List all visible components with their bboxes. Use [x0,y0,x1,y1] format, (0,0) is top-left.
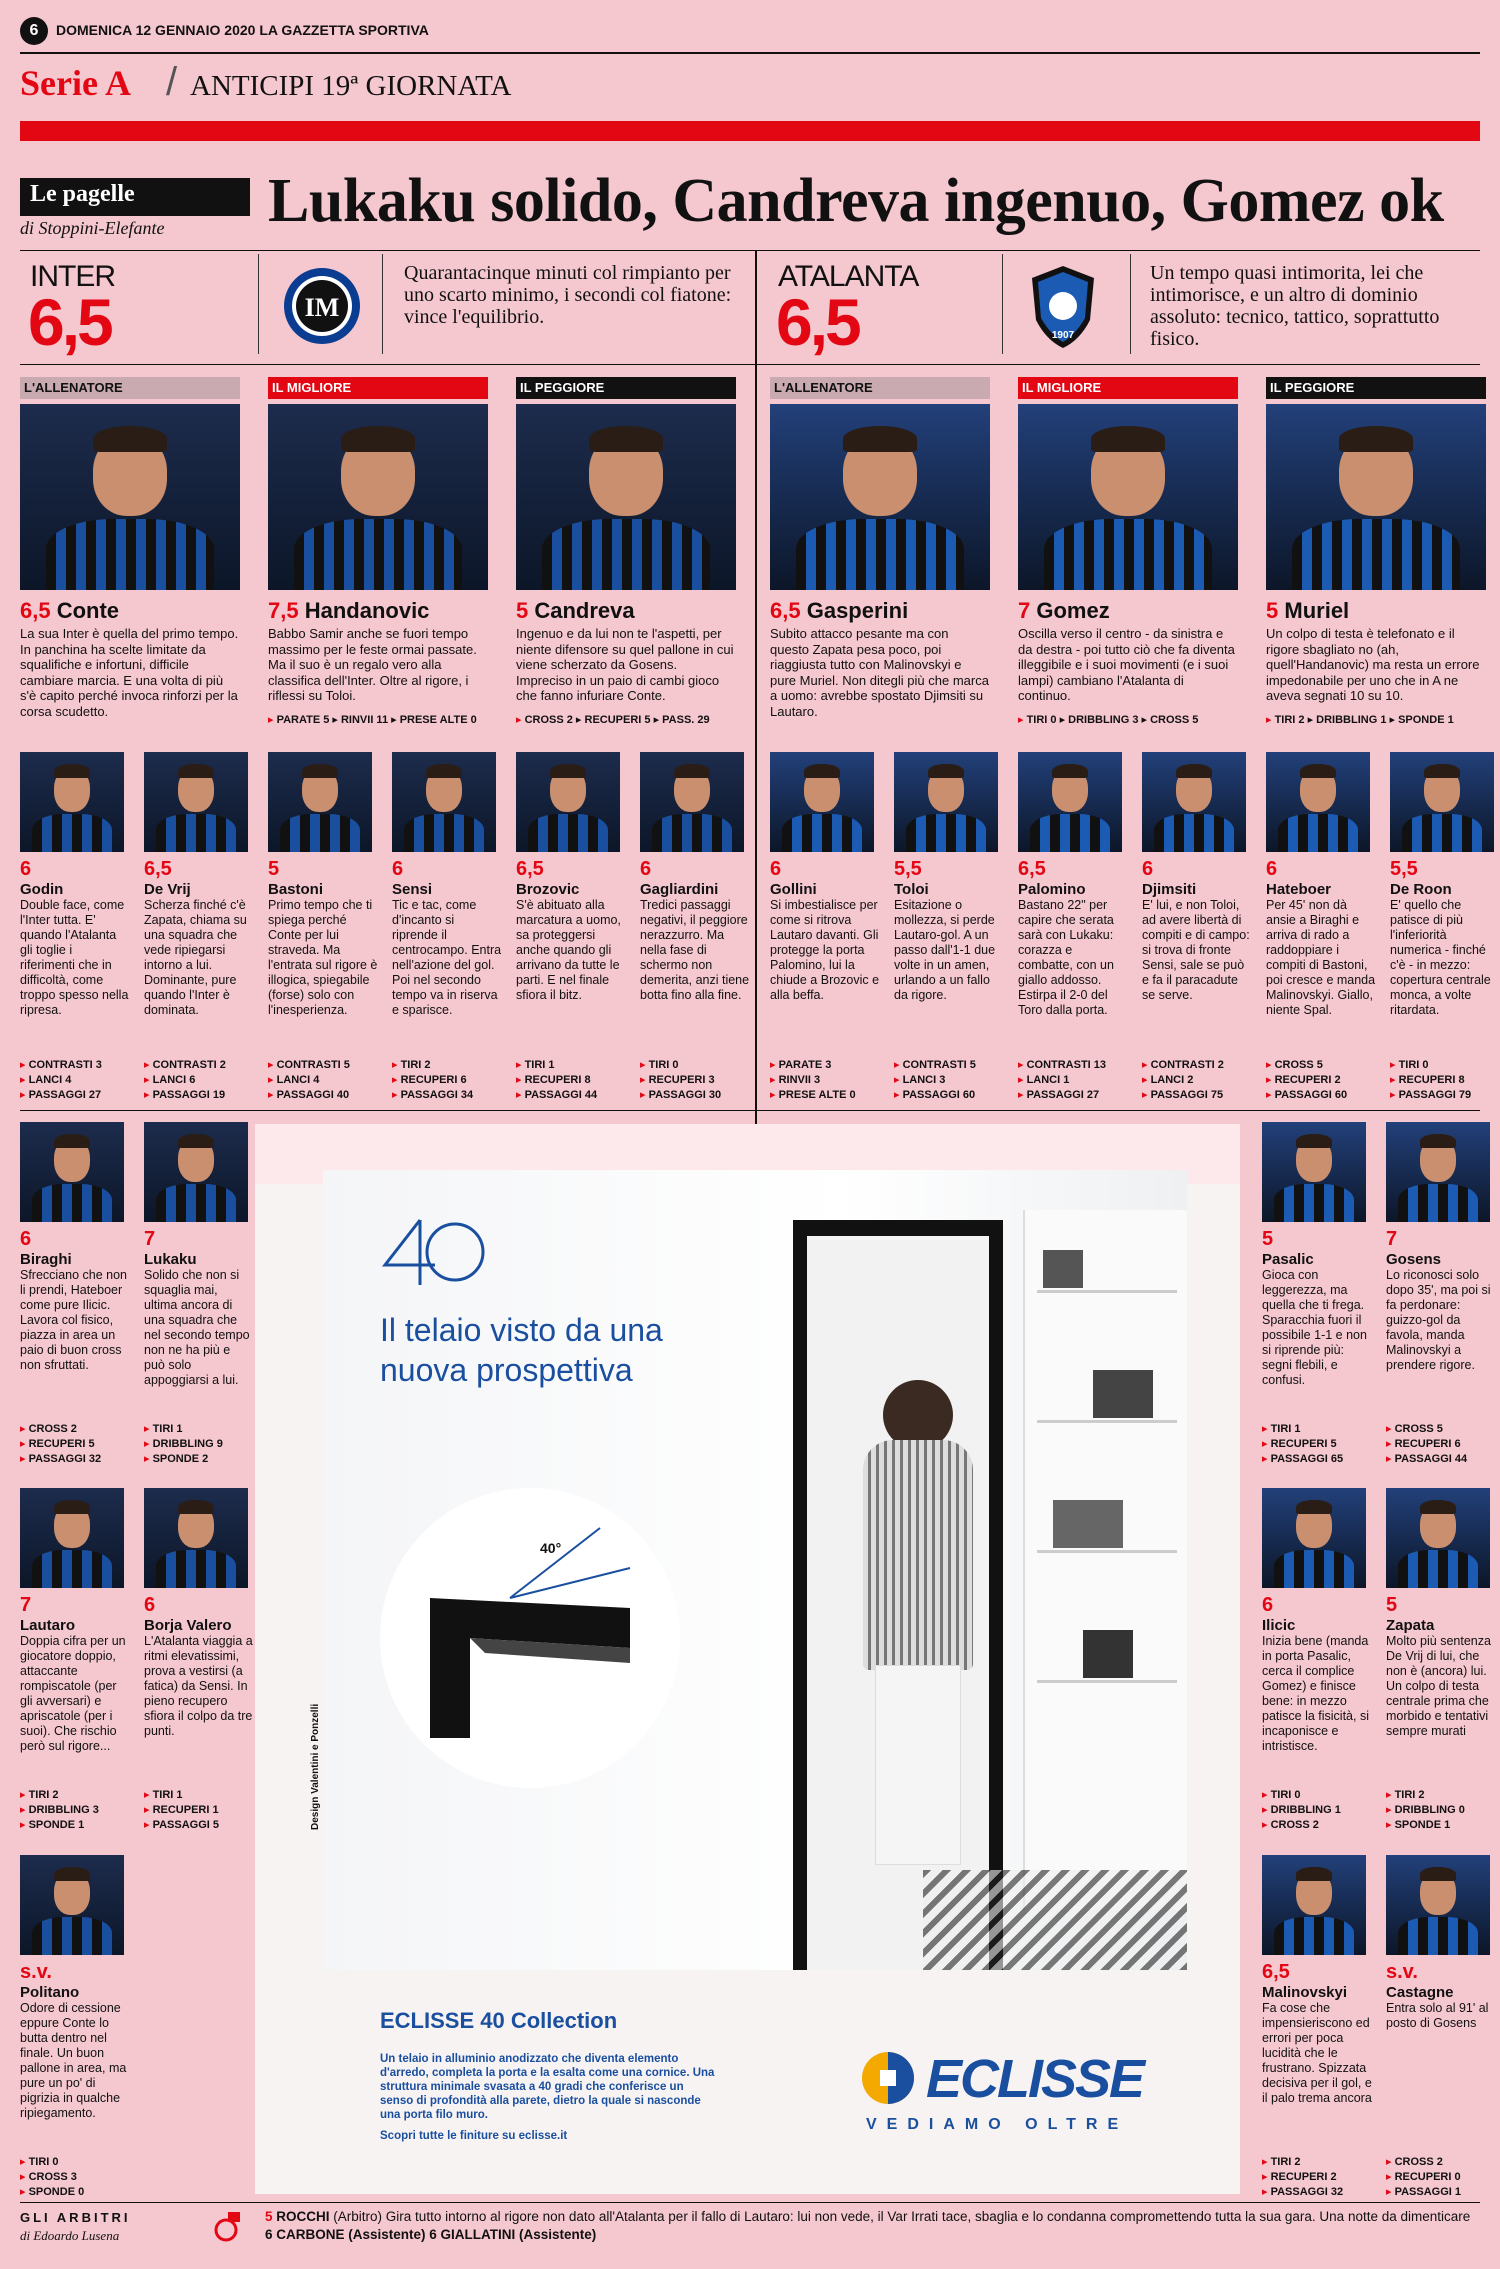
player-stat: ▸ TIRI 2 [20,1789,59,1801]
player-stat: ▸ CONTRASTI 2 [1142,1059,1224,1071]
player-stat: ▸ PASSAGGI 5 [144,1819,220,1831]
player-stat: ▸ PASSAGGI 40 [268,1089,350,1101]
player-stat: ▸ RECUPERI 6 [1386,1438,1461,1450]
player-stat: ▸ PASSAGGI 30 [640,1089,722,1101]
player-vote: 6,5 [516,858,544,880]
player-stat: ▸ CROSS 5 [1266,1059,1323,1071]
player-photo [268,752,372,852]
featured-label: IL PEGGIORE [516,377,736,399]
player-stat: ▸ PASSAGGI 60 [894,1089,976,1101]
divider [20,52,1480,54]
featured-name: 7,5 Handanovic [268,598,430,623]
player-text: Entra solo al 91' al posto di Gosens [1386,2001,1489,2030]
player-stat: ▸ PRESE ALTE 0 [770,1089,856,1101]
player-stat: ▸ RECUPERI 3 [640,1074,715,1086]
featured-label: L'ALLENATORE [770,377,990,399]
player-stat: ▸ RECUPERI 8 [516,1074,591,1086]
player-stat: ▸ PASSAGGI 34 [392,1089,474,1101]
player-name: Lukaku [144,1251,197,1268]
player-stat: ▸ RECUPERI 2 [1262,2171,1337,2183]
player-name: Biraghi [20,1251,72,1268]
player-photo [20,404,240,590]
team-desc-inter: Quarantacinque minuti col rimpianto per uno scarto minimo, i secondi col fiatone: vince l'equilibrio. [404,262,732,328]
arbitri-author: di Edoardo Lusena [20,2228,120,2243]
player-stat: ▸ RINVII 3 [770,1074,821,1086]
player-stat: ▸ CROSS 2 [1386,2156,1443,2168]
player-vote: 6 [640,858,652,880]
player-vote: 6 [1142,858,1154,880]
ad-headline: Il telaio visto da una nuova prospettiva [380,1312,663,1388]
eclisse-logo-icon [858,2048,918,2113]
player-photo [20,1855,124,1955]
player-text: Lo riconosci solo dopo 35', ma poi si fa perdonare: guizzo-gol da favola, manda Malinovskyi a prendere rigore. [1386,1268,1491,1372]
player-stat: ▸ SPONDE 1 [20,1819,85,1831]
player-vote: 5 [268,858,280,880]
player-name: Palomino [1018,881,1086,898]
svg-text:1907: 1907 [1051,330,1075,341]
player-name: Bastoni [268,881,324,898]
section-subtitle: ANTICIPI 19ª GIORNATA [190,70,512,102]
player-stat: ▸ CONTRASTI 5 [268,1059,350,1071]
arbitri-label: GLI ARBITRI [20,2210,131,2225]
team-band [20,254,1480,364]
player-photo [268,404,488,590]
featured-label: IL PEGGIORE [1266,377,1486,399]
player-text: Fa cose che impensieriscono ed errori per poca lucidità che le frustrano. Spizzata decisiva per il gol, e il palo trema ancora [1262,2001,1372,2105]
player-vote: s.v. [1386,1961,1418,1983]
player-stat: ▸ PASSAGGI 1 [1386,2186,1462,2198]
player-name: Politano [20,1984,80,2001]
player-name: Brozovic [516,881,580,898]
featured-name: 7 Gomez [1018,598,1110,623]
arbitri-vote: 5 [265,2209,273,2224]
player-stat: ▸ DRIBBLING 1 [1262,1804,1341,1816]
player-vote: 6 [20,1228,32,1250]
player-stat: ▸ LANCI 3 [894,1074,946,1086]
player-stat: ▸ RECUPERI 5 [20,1438,95,1450]
player-name: Castagne [1386,1984,1454,2001]
player-stat: ▸ LANCI 1 [1018,1074,1070,1086]
player-stat: ▸ PASSAGGI 19 [144,1089,226,1101]
player-text: Molto più sentenza De Vrij di lui, che non è (ancora) lui. Un colpo di testa centrale prima che morbido e tentativi sempre murati [1386,1634,1491,1738]
player-photo [1262,1122,1366,1222]
player-photo [20,1488,124,1588]
ad-brand: ECLISSE [926,2049,1144,2109]
player-stat: ▸ PASSAGGI 75 [1142,1089,1224,1101]
player-stat: ▸ DRIBBLING 9 [144,1438,223,1450]
player-photo [1266,404,1486,590]
player-vote: 7 [20,1594,32,1616]
player-stat: ▸ PASSAGGI 44 [516,1089,598,1101]
player-stat: ▸ TIRI 1 [144,1789,183,1801]
player-photo [894,752,998,852]
player-text: Per 45' non dà ansie a Biraghi e arriva di rado a raddoppiare i compiti di Bastoni, poi cresce e manda Malinovskyi. Giallo, niente Spal. [1266,898,1376,1017]
featured-stats: ▸ TIRI 2 ▸ DRIBBLING 1 ▸ SPONDE 1 [1266,714,1454,726]
player-stat: ▸ CONTRASTI 5 [894,1059,976,1071]
featured-text: La sua Inter è quella del primo tempo. In panchina ha scelte limitate da squalifiche e infortuni, difficile cambiare marcia. E una volta di più s'è capito perché invoca rinforzi per la corsa scudetto. [20,626,239,719]
featured-name: 5 Candreva [516,598,635,623]
player-stat: ▸ TIRI 2 [392,1059,431,1071]
player-photo [20,752,124,852]
player-text: Gioca con leggerezza, ma quella che ti frega. Sparacchia fuori il possibile 1-1 e non si riprende più: segni flebili, e confusi. [1262,1268,1367,1387]
player-text: Esitazione o mollezza, si perde Lautaro-gol. A un passo dall'1-1 due volte in un amen, urlando a un fallo da rigore. [894,898,996,1002]
player-vote: 6 [392,858,404,880]
player-photo [516,752,620,852]
player-photo [144,1488,248,1588]
eclisse-40-logo [380,1210,490,1295]
player-name: Malinovskyi [1262,1984,1348,2001]
player-name: Godin [20,881,64,898]
angle-label: 40° [540,1540,562,1556]
player-name: Hateboer [1266,881,1332,898]
section-title: Serie A [20,63,131,103]
arbitri-line1 [265,2208,1480,2225]
ad-body: Un telaio in alluminio anodizzato che diventa elemento d'arredo, completa la porta e la esalta come una cornice. Una struttura minimale svasata a 40 gradi che conferisce un senso di profondità alla parete, dietro la quale si nasconde una porta filo muro. [380,2053,715,2121]
player-stat: ▸ RECUPERI 0 [1386,2171,1461,2183]
player-stat: ▸ RECUPERI 1 [144,1804,219,1816]
featured-text: Subito attacco pesante ma con questo Zapata pesa poco, poi riaggiusta tutto con Malinovskyi e pure Muriel. Non ditegli più che marca a uomo: avrebbe spostato Djimsiti su Lautaro. [770,626,989,719]
player-photo [20,1122,124,1222]
ad-credit: Design Valentini e Ponzelli [310,1703,321,1830]
player-name: De Vrij [144,881,191,898]
player-stat: ▸ PASSAGGI 27 [20,1089,102,1101]
red-bar [20,121,1480,141]
player-photo [1386,1855,1490,1955]
player-stat: ▸ TIRI 2 [1386,1789,1425,1801]
player-stat: ▸ RECUPERI 2 [1266,1074,1341,1086]
player-vote: 5,5 [1390,858,1418,880]
player-stat: ▸ CONTRASTI 3 [20,1059,102,1071]
player-photo [1390,752,1494,852]
player-name: Sensi [392,881,433,898]
player-vote: 7 [1386,1228,1398,1250]
player-text: Primo tempo che ti spiega perché Conte per lui straveda. Ma l'entrata sul rigore è illogica, spiegabile (forse) solo con l'inesperienza. [268,898,378,1017]
player-stat: ▸ CROSS 2 [1262,1819,1319,1831]
player-stat: ▸ TIRI 2 [1262,2156,1301,2168]
player-stat: ▸ PASSAGGI 65 [1262,1453,1344,1465]
featured-name: 6,5 Gasperini [770,598,909,623]
player-text: L'Atalanta viaggia a ritmi elevatissimi, prova a vestirsi (a fatica) da Sensi. In pieno recupero sfiora il colpo da tre punti. [144,1634,253,1738]
featured-stats: ▸ PARATE 5 ▸ RINVII 11 ▸ PRESE ALTE 0 [268,714,477,726]
pagelle-label: Le pagelle [20,178,250,216]
player-photo [1018,752,1122,852]
player-vote: 6,5 [144,858,172,880]
player-vote: 6 [144,1594,156,1616]
player-name: Gollini [770,881,817,898]
featured-name: 5 Muriel [1266,598,1350,623]
player-stat: ▸ LANCI 6 [144,1074,196,1086]
arbitri-name: ROCCHI [276,2209,330,2224]
player-stat: ▸ TIRI 1 [144,1423,183,1435]
player-stat: ▸ CROSS 2 [20,1423,77,1435]
player-photo [770,404,990,590]
ad-collection: ECLISSE 40 Collection [380,2008,618,2033]
featured-stats: ▸ TIRI 0 ▸ DRIBBLING 3 ▸ CROSS 5 [1018,714,1199,726]
player-stat: ▸ PASSAGGI 44 [1386,1453,1468,1465]
player-stat: ▸ LANCI 4 [268,1074,320,1086]
player-text: S'è abituato alla marcatura a uomo, sa proteggersi anche quando gli arrivano da tutte le parti. E nel finale sfiora il bitz. [516,898,621,1002]
player-name: Lautaro [20,1617,76,1634]
player-photo [1262,1855,1366,1955]
player-vote: 6,5 [1018,858,1046,880]
divider [20,364,1480,365]
player-vote: 5 [1262,1228,1274,1250]
featured-text: Oscilla verso il centro - da sinistra e da destra - poi tutto ciò che fa diventa illeggibile e i suoi movimenti (e i suoi lampi) cambiano l'Atalanta di continuo. [1018,626,1235,703]
player-text: E' quello che patisce di più l'inferiorità numerica - finché c'è - in mezzo: copertura centrale monca, a volte ritardata. [1390,898,1491,1017]
team-vote-inter: 6,5 [28,285,111,359]
player-stat: ▸ TIRI 0 [1390,1059,1429,1071]
team-name-atalanta: ATALANTA [778,260,919,293]
player-stat: ▸ CROSS 3 [20,2171,77,2183]
authors: di Stoppini-Elefante [20,218,165,238]
team-vote-atalanta: 6,5 [776,285,859,359]
player-stat: ▸ LANCI 2 [1142,1074,1194,1086]
player-text: Sfrecciano che non li prendi, Hateboer come pure Ilicic. Lavora col fisico, piazza in area un paio di buon cross non sfruttati. [20,1268,128,1372]
player-stat: ▸ DRIBBLING 3 [20,1804,99,1816]
player-photo [640,752,744,852]
player-name: Djimsiti [1142,881,1197,898]
player-stat: ▸ TIRI 0 [1262,1789,1301,1801]
player-vote: 6 [1266,858,1278,880]
player-photo [144,1122,248,1222]
player-text: E' lui, e non Toloi, ad avere libertà di compiti e di campo: si trova di fronte Sensi, sale se può e fa il paracadute se serve. [1142,898,1250,1002]
player-vote: 6,5 [1262,1961,1290,1983]
player-stat: ▸ RECUPERI 6 [392,1074,467,1086]
player-stat: ▸ TIRI 1 [1262,1423,1301,1435]
player-vote: 6 [1262,1594,1274,1616]
inter-crest-icon [282,266,362,351]
player-stat: ▸ SPONDE 1 [1386,1819,1451,1831]
player-stat: ▸ RECUPERI 5 [1262,1438,1337,1450]
featured-label: IL MIGLIORE [268,377,488,399]
player-photo [1386,1488,1490,1588]
team-desc-atalanta: Un tempo quasi intimorita, lei che intimorisce, e un altro di dominio assoluto: tecnico, tattico, soprattutto fisico. [1150,262,1440,350]
player-stat: ▸ TIRI 0 [20,2156,59,2168]
player-stat: ▸ CONTRASTI 2 [144,1059,226,1071]
player-name: Toloi [894,881,929,898]
arbitri-line2: 6 CARBONE (Assistente) 6 GIALLATINI (Assistente) [265,2227,597,2242]
player-photo [144,752,248,852]
player-photo [1262,1488,1366,1588]
player-name: De Roon [1390,881,1452,898]
player-name: Ilicic [1262,1617,1296,1634]
featured-label: L'ALLENATORE [20,377,240,399]
player-photo [392,752,496,852]
player-vote: 7 [144,1228,156,1250]
player-stat: ▸ SPONDE 2 [144,1453,209,1465]
player-text: Bastano 22" per capire che serata sarà con Lukaku: corazza e combatte, con un giallo addosso. Estirpa il 2-0 del Toro dalla porta. [1018,898,1114,1017]
player-stat: ▸ PASSAGGI 60 [1266,1089,1348,1101]
team-name-inter: INTER [30,260,115,293]
player-vote: 6 [770,858,782,880]
player-text: Tredici passaggi negativi, il peggiore nerazzurro. Ma nella fase di schermo non demerita, anzi tiene botta fino alla fine. [640,898,750,1002]
headline: Lukaku solido, Candreva ingenuo, Gomez ok [268,167,1444,235]
svg-text:IM: IM [304,293,340,322]
player-text: Si imbestialisce per come si ritrova Lautaro davanti. Gli protegge la porta Palomino, lui la chiude a Brozovic e alla beffa. [770,898,880,1002]
player-text: Doppia cifra per un giocatore doppio, attaccante rompiscatole (per gli avversari) e apriscatole (per i suoi). Che rischio però sul rigore... [20,1634,126,1753]
player-stat: ▸ PASSAGGI 79 [1390,1089,1472,1101]
player-photo [1266,752,1370,852]
player-stat: ▸ DRIBBLING 0 [1386,1804,1465,1816]
player-text: Tic e tac, come d'incanto si riprende il centrocampo. Entra nell'azione del gol. Poi nel secondo tempo va in riserva e sparisce. [392,898,502,1017]
player-photo [1018,404,1238,590]
date-line: DOMENICA 12 GENNAIO 2020 LA GAZZETTA SPORTIVA [56,22,429,38]
featured-stats: ▸ CROSS 2 ▸ RECUPERI 5 ▸ PASS. 29 [516,714,710,726]
player-text: Double face, come l'Inter tutta. E' quando l'Atalanta gli toglie i riferimenti che in difficoltà, come troppo spesso nella ripresa. [20,898,129,1017]
player-text: Inizia bene (manda in porta Pasalic, cerca il complice Gomez) e finisce bene: in mezzo patisce la fisicità, si incaponisce e intristisce. [1262,1634,1369,1753]
ad-cta[interactable]: Scopri tutte le finiture su eclisse.it [380,2130,568,2142]
player-name: Zapata [1386,1617,1435,1634]
featured-text: Babbo Samir anche se fuori tempo massimo per le feste ormai passate. Ma il suo è un regalo vero alla classifica dell'Inter. Oltre al rigore, i riflessi su Toloi. [268,626,477,703]
player-vote: 6 [20,858,32,880]
player-stat: ▸ SPONDE 0 [20,2186,85,2198]
player-stat: ▸ PASSAGGI 32 [1262,2186,1344,2198]
slash-divider: / [166,60,178,104]
frame-detail-circle [380,1488,680,1788]
featured-name: 6,5 Conte [20,598,120,623]
page-number: 6 [20,17,48,45]
player-stat: ▸ LANCI 4 [20,1074,72,1086]
player-stat: ▸ PASSAGGI 27 [1018,1089,1100,1101]
player-photo [516,404,736,590]
divider [20,250,1480,251]
player-stat: ▸ PASSAGGI 32 [20,1453,102,1465]
player-stat: ▸ TIRI 1 [516,1059,555,1071]
player-stat: ▸ CONTRASTI 13 [1018,1059,1107,1071]
player-name: Borja Valero [144,1617,232,1634]
featured-text: Ingenuo e da lui non te l'aspetti, per niente difensore su quel pallone in cui viene scherzato da Gosens. Impreciso in un paio di cambi gioco che fanno infuriare Conte. [516,626,734,703]
player-text: Scherza finché c'è Zapata, chiama su una squadra che vede ripiegarsi intorno a lui. Dominante, pure quando l'Inter è dominata. [144,898,247,1017]
player-stat: ▸ PARATE 3 [770,1059,832,1071]
player-name: Gosens [1386,1251,1442,1268]
featured-label: IL MIGLIORE [1018,377,1238,399]
player-vote: 5 [1386,1594,1398,1616]
arbitri-text: (Arbitro) Gira tutto intorno al rigore non dato all'Atalanta per il fallo di Lautaro: lui non vede, il Var Irrati tace, sbaglia e lo condanna compromettendo tutta la sua gara. Una notte da dimenticare [333,2209,1471,2224]
atalanta-crest-icon [1030,264,1096,355]
player-text: Solido che non si squaglia mai, ultima ancora di una squadra che nel secondo tempo non ne ha più e può solo appoggiarsi a lui. [144,1268,250,1387]
featured-text: Un colpo di testa è telefonato e il rigore sbagliato no (ah, quell'Handanovic) ma resta un errore impedonabile per uno che in A ne aveva segnati 10 su 10. [1266,626,1480,703]
player-name: Pasalic [1262,1251,1314,1268]
player-name: Gagliardini [640,881,719,898]
player-stat: ▸ RECUPERI 8 [1390,1074,1465,1086]
whistle-icon [214,2208,244,2249]
ad-tagline: VEDIAMO OLTRE [866,2116,1129,2133]
player-photo [1142,752,1246,852]
player-vote: s.v. [20,1961,52,1983]
player-stat: ▸ CROSS 5 [1386,1423,1443,1435]
player-vote: 5,5 [894,858,922,880]
player-photo [1386,1122,1490,1222]
player-text: Odore di cessione eppure Conte lo butta dentro nel finale. Un buon pallone in area, ma pure un po' di pigrizia in qualche ripiegamento. [20,2001,127,2120]
player-stat: ▸ TIRI 0 [640,1059,679,1071]
divider [20,2202,1480,2203]
player-photo [770,752,874,852]
